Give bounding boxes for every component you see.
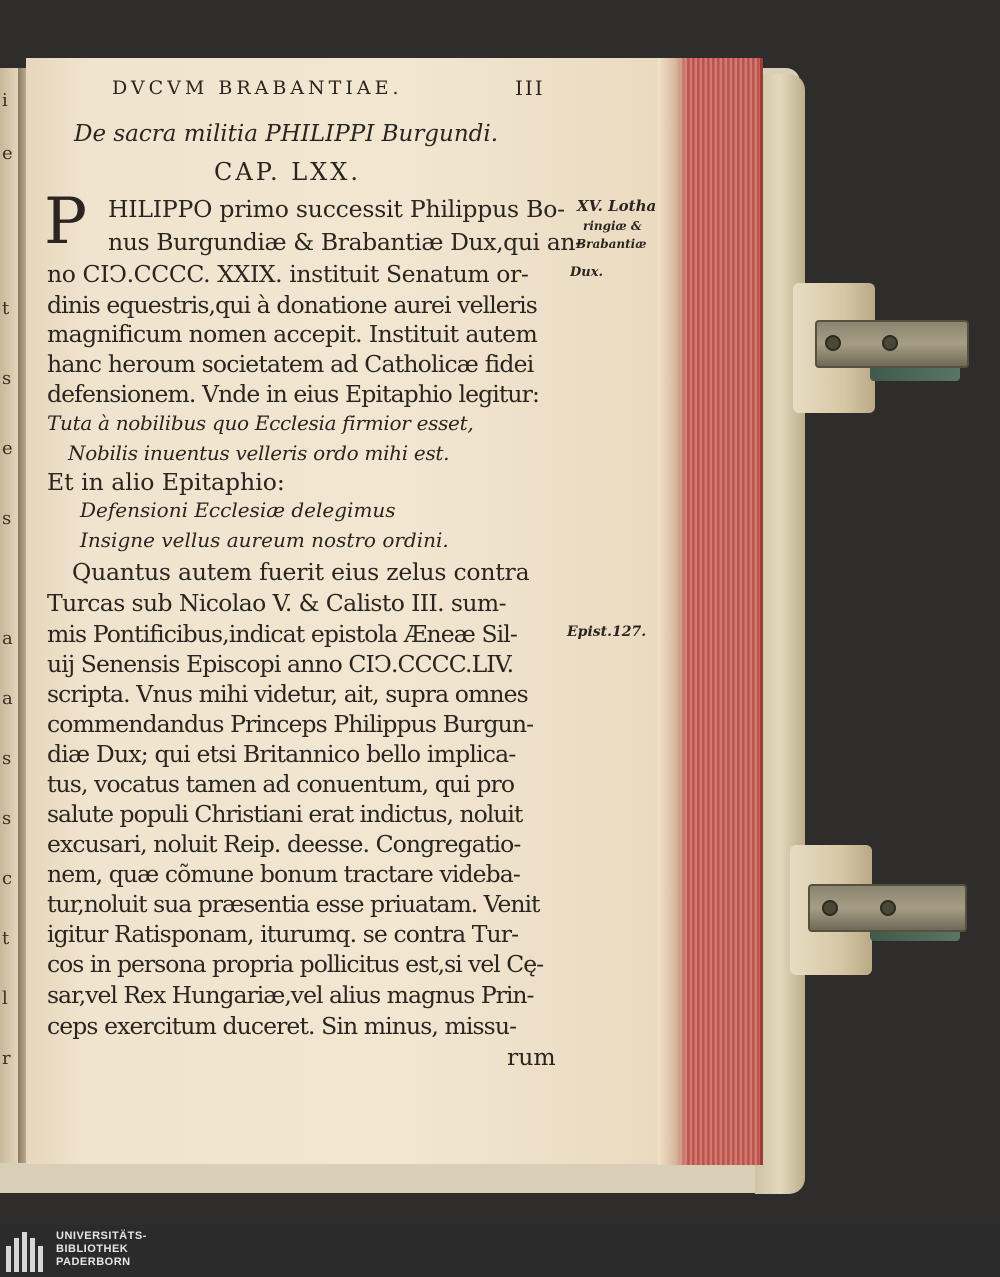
clasp-rivet-icon [880,900,896,916]
left-page-letter: e [2,143,13,164]
text-line: commendandus Princeps Philippus Burgun- [47,710,534,738]
text-line: mis Pontificibus,indicat epistola Æneæ Sil- [47,620,517,648]
clasp-rivet-icon [882,335,898,351]
verse-line: Insigne vellus aureum nostro ordini. [80,528,449,552]
left-page-letter: t [2,298,10,319]
library-name-line: BIBLIOTHEK [56,1243,129,1255]
left-page-letter: s [2,368,12,389]
margin-note-line: XV. Lotha [577,197,657,215]
text-line: Et in alio Epitaphio: [47,468,285,496]
chapter-title: De sacra militia PHILIPPI Burgundi. [74,121,499,147]
text-line: hanc heroum societatem ad Catholicæ fidei [47,350,534,378]
text-line: no CIↃ.CCCC. XXIX. instituit Senatum or- [47,260,529,288]
chapter-number: CAP. LXX. [214,158,361,186]
text-line: HILIPPO primo successit Philippus Bo- [108,195,565,223]
text-line: scripta. Vnus mihi videtur, ait, supra omnes [47,680,528,708]
text-line: diæ Dux; qui etsi Britannico bello implica- [47,740,516,768]
library-name-line: UNIVERSITÄTS- [56,1230,147,1242]
text-line: uij Senensis Episcopi anno CIↃ.CCCC.LIV. [47,650,514,678]
left-page-letter: c [2,868,13,889]
text-line: sar,vel Rex Hungariæ,vel alius magnus Prin- [47,981,534,1009]
text-line: nus Burgundiæ & Brabantiæ Dux,qui an- [108,228,583,256]
catchword: rum [507,1043,556,1071]
margin-note-epist: Epist.127. [567,624,647,640]
verse-line: Nobilis inuentus velleris ordo mihi est. [68,441,450,465]
text-line: defensionem. Vnde in eius Epitaphio legitur: [47,380,540,408]
text-line: igitur Ratisponam, iturumq. se contra Tur- [47,920,519,948]
verse-line: Defensioni Ecclesiæ delegimus [80,498,396,522]
text-line: ceps exercitum duceret. Sin minus, missu- [47,1012,517,1040]
left-page-letter: r [2,1048,11,1069]
text-line: tur,noluit sua præsentia esse priuatam. Venit [47,890,540,918]
library-logo-icon [6,1232,50,1272]
left-page-letter: e [2,438,13,459]
text-line: Turcas sub Nicolao V. & Calisto III. sum- [47,589,506,617]
drop-cap: P [44,185,88,259]
left-page-letter: a [2,688,13,709]
text-line: nem, quæ cõmune bonum tractare videba- [47,860,520,888]
text-line: Quantus autem fuerit eius zelus contra [72,558,530,586]
page-edge-shading [658,58,688,1165]
text-line: salute populi Christiani erat indictus, noluit [47,800,523,828]
clasp-rivet-icon [825,335,841,351]
footer-bar [0,1225,1000,1277]
text-line: dinis equestris,qui à donatione aurei velleris [47,291,537,319]
left-page-letter: i [2,90,8,111]
margin-note-line: ringiæ & [583,219,642,233]
running-head: DVCVM BRABANTIAE. [112,77,403,99]
verse-line: Tuta à nobilibus quo Ecclesia firmior esset, [47,411,474,435]
left-page-letter: t [2,928,10,949]
left-page-letter: s [2,748,12,769]
text-line: excusari, noluit Reip. deesse. Congregatio- [47,830,521,858]
margin-note-line: Brabantiæ [576,237,647,251]
page-number: III [515,76,545,100]
left-page-letter: a [2,628,13,649]
text-line: cos in persona propria pollicitus est,si vel Cę- [47,950,544,978]
clasp-rivet-icon [822,900,838,916]
left-page-letter: s [2,808,12,829]
text-line: magnificum nomen accepit. Instituit autem [47,320,538,348]
margin-note-line: Dux. [570,265,604,280]
text-line: tus, vocatus tamen ad conuentum, qui pro [47,770,515,798]
left-page-letter: s [2,508,12,529]
library-name-line: PADERBORN [56,1256,131,1268]
left-page-letter: l [2,988,8,1009]
